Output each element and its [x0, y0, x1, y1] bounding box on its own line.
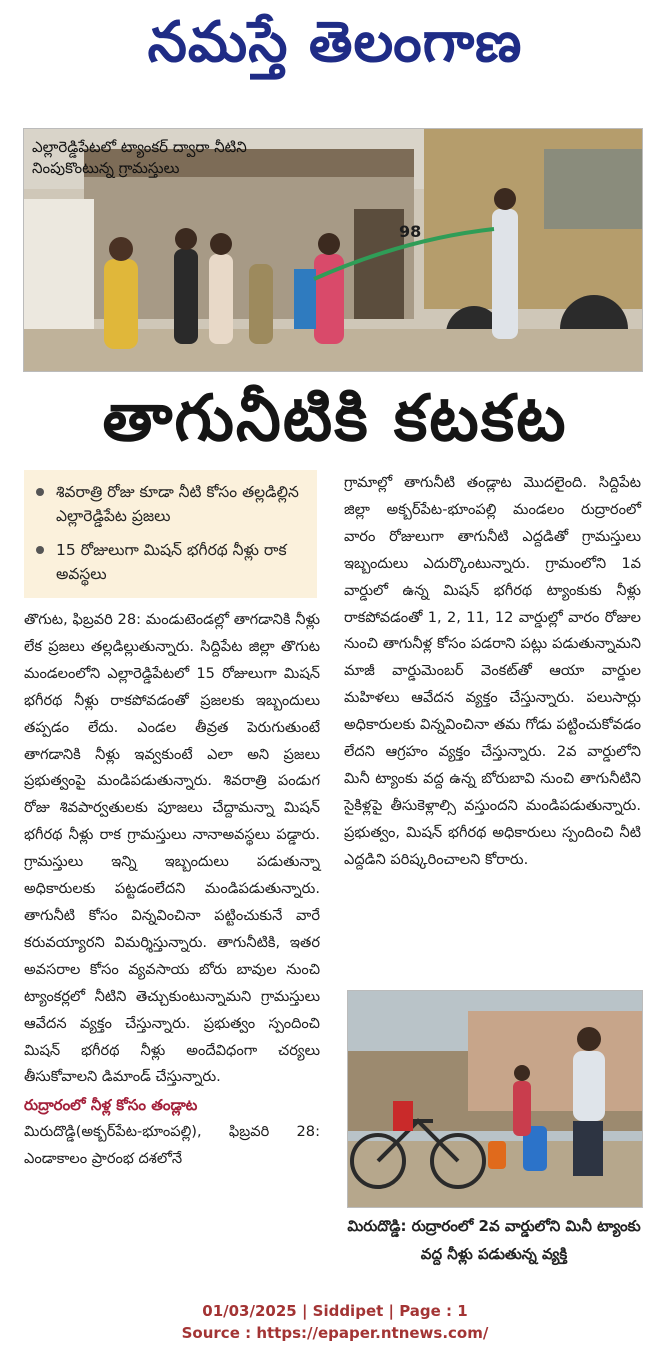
tanker-number: 98 — [399, 222, 422, 241]
mini-tank-photo — [348, 991, 642, 1207]
footer-date-edition: 01/03/2025 | Siddipet | Page : 1 — [202, 1302, 468, 1320]
page-footer — [0, 1300, 670, 1344]
highlight-item — [30, 538, 309, 586]
highlights-box — [24, 470, 317, 598]
article-column-1 — [24, 607, 320, 1173]
headline: తాగునీటికి కటకట — [102, 382, 568, 456]
newspaper-masthead: నమస్తే తెలంగాణ — [147, 10, 523, 75]
highlight-item — [30, 480, 309, 528]
highlight-text: శివరాత్రి రోజు కూడా నీటి కోసం తల్లడిల్లిన ఎల్లారెడ్డిపేట ప్రజలు — [56, 483, 299, 525]
footer-source: Source : https://epaper.ntnews.com/ — [181, 1324, 489, 1342]
highlight-text: 15 రోజులుగా మిషన్ భగీరథ నీళ్లు రాక అవస్థలు — [56, 541, 287, 583]
article-subheading: రుద్రారంలో నీళ్ల కోసం తండ్లాట — [24, 1096, 198, 1115]
article-column-2 — [344, 470, 641, 874]
bullet-icon — [36, 546, 44, 554]
bullet-icon — [36, 488, 44, 496]
top-photo-caption: ఎల్లారెడ్డిపేటలో ట్యాంకర్ ద్వారా నీటిని నింపుకొంటున్న గ్రామస్తులు — [32, 138, 247, 177]
article-body-text: గ్రామాల్లో తాగునీటి తండ్లాట మొదలైంది. సిద్దిపేట జిల్లా అక్బర్‌పేట-భూంపల్లి మండలం రుద్రారంలో వారం రోజులుగా తాగునీటి ఎద్దడితో గ్రామస్తులు ఇబ్బందులు ఎదుర్కొంటున్నారు. గ్రామంలోని 1వ వార్డులో ఉన్న మిషన్ భగీరథ ట్యాంకుకు నీళ్లు రాకపోవడంతో 1, 2, 11, 12 వార్డుల్లో వారం రోజుల నుంచి తాగునీళ్ల కోసం పడరాని పట్లు పడుతున్నామని మాజీ వార్డుమెంబర్ వెంకట్‌తో ఆయా వార్డుల మహిళలు ఆవేదన వ్యక్తం చేస్తున్నారు. పలుసార్లు అధికారులకు విన్నవించినా తమ గోడు పట్టించుకోవడం లేదని ఆగ్రహం వ్యక్తం చేస్తున్నారు. 2వ వార్డులోని మినీ ట్యాంకు వద్ద ఉన్న బోరుబావి నుంచి తాగునీటిని సైకిళ్లపై తీసుకెళ్లాల్సి వస్తుందని మండిపడుతున్నారు. ప్రభుత్వం, మిషన్ భగీరథ అధికారులు స్పందించి నీటి ఎద్దడిని పరిష్కరించాలని కోరారు. — [344, 474, 641, 868]
bottom-news-photo — [347, 990, 643, 1208]
top-news-photo — [23, 128, 643, 372]
bottom-photo-caption: మిరుదొడ్డి: రుద్రారంలో 2వ వార్డులోని మినీ ట్యాంకు వద్ద నీళ్లు పడుతున్న వ్యక్తి — [347, 1217, 641, 1263]
article-sub-text: మిరుదొడ్డి(అక్బర్‌పేట-భూంపల్లి), ఫిబ్రవరి 28: ఎండాకాలం ప్రారంభ దశలోనే — [24, 1123, 320, 1168]
article-body-text: తొగుట, ఫిబ్రవరి 28: మండుటెండల్లో తాగడానికి నీళ్లు లేక ప్రజలు తల్లడిల్లుతున్నారు. సిద్దిపేట జిల్లా తొగుట మండలంలోని ఎల్లారెడ్డిపేటలో 15 రోజులుగా మిషన్ భగీరథ నీళ్లు రాకపోవడంతో ప్రజలకు ఇబ్బందులు తప్పడం లేదు. ఎండల తీవ్రత పెరుగుతుంటే తాగడానికి నీళ్లు ఇవ్వకుంటే ఎలా అని ప్రజలు ప్రభుత్వంపై మండిపడుతున్నారు. శివరాత్రి పండుగ రోజు శివపార్వతులకు పూజలు చేద్దామన్నా మిషన్ భగీరథ నీళ్లు రాక గ్రామస్తులు నానాఅవస్థలు పడ్డారు. గ్రామస్తులు ఇన్ని ఇబ్బందులు పడుతున్నా అధికారులకు పట్టడంలేదని మండిపడుతున్నారు. తాగునీటి కోసం విన్నవించినా పట్టించుకునే వారే కరువయ్యారని విమర్శిస్తున్నారు. తాగునీటికి, ఇతర అవసరాల కోసం వ్యవసాయ బోరు బావుల నుంచి ట్యాంకర్లలో నీటిని తెచ్చుకుంటున్నామని గ్రామస్తులు ఆవేదన వ్యక్తం చేస్తున్నారు. ప్రభుత్వం స్పందించి మిషన్ భగీరథ నీళ్లు అందేవిధంగా చర్యలు తీసుకోవాలని డిమాండ్ చేస్తున్నారు. — [24, 611, 320, 1086]
